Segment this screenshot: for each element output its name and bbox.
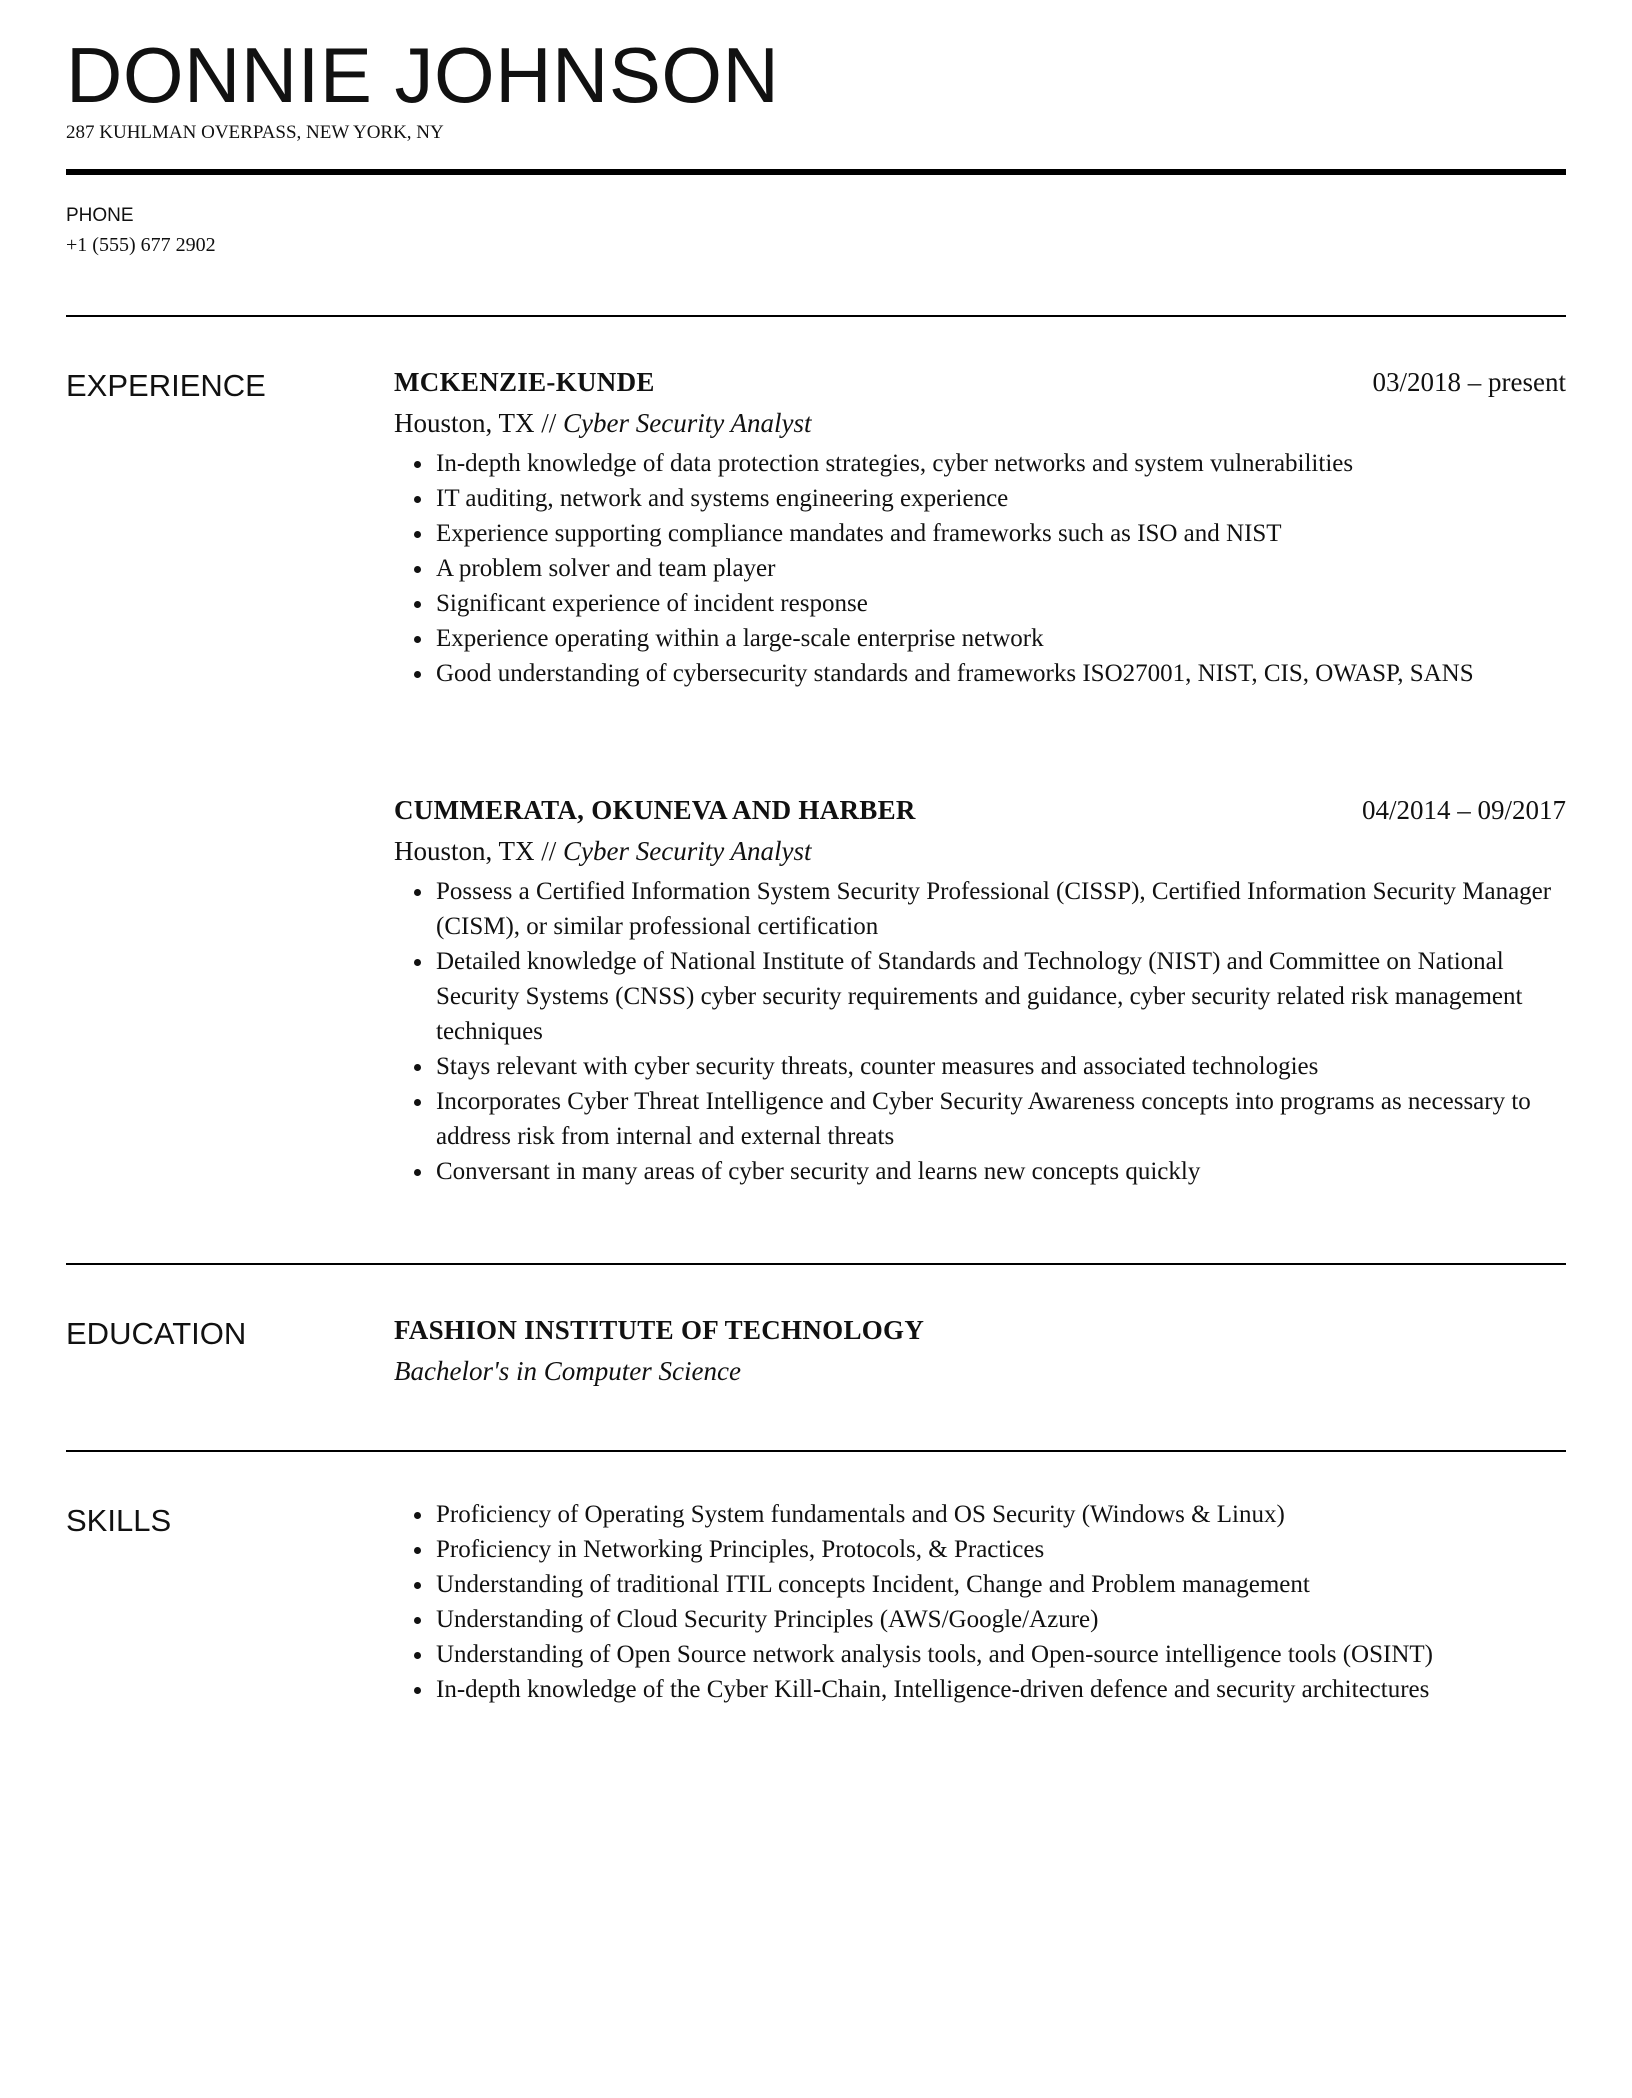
job-role: Cyber Security Analyst — [563, 836, 812, 866]
job-bullet: A problem solver and team player — [436, 551, 1566, 586]
job-dates: 04/2014 – 09/2017 — [1361, 795, 1566, 825]
section-divider — [66, 1263, 1566, 1265]
job-bullet: Incorporates Cyber Threat Intelligence and Cyber Security Awareness concepts into programs as necessary to address risk from internal and external threats — [436, 1084, 1566, 1154]
job-bullet: Conversant in many areas of cyber security and learns new concepts quickly — [436, 1154, 1566, 1189]
job-company: MCKENZIE-KUNDE — [394, 367, 655, 397]
experience-heading: EXPERIENCE — [66, 368, 266, 403]
job-separator: // — [541, 836, 557, 866]
job-bullet-list — [394, 446, 1566, 691]
job-bullet-list — [394, 874, 1566, 1189]
job-header — [394, 792, 1566, 832]
job-bullet: Significant experience of incident response — [436, 586, 1566, 621]
job-location: Houston, TX — [394, 836, 535, 866]
job-header — [394, 364, 1566, 404]
candidate-name: DONNIE JOHNSON — [66, 31, 780, 119]
education-header — [394, 1312, 1566, 1352]
skills-section — [394, 1497, 1566, 1707]
skills-list — [394, 1497, 1566, 1707]
header-divider — [66, 169, 1566, 175]
job-role: Cyber Security Analyst — [563, 408, 812, 438]
job-bullet: Possess a Certified Information System Security Professional (CISSP), Certified Information Security Manager (CISM), or similar professional certification — [436, 874, 1566, 944]
education-section — [394, 1312, 1566, 1390]
skill-item: Proficiency in Networking Principles, Protocols, & Practices — [436, 1532, 1566, 1567]
job-bullet: Experience supporting compliance mandates and frameworks such as ISO and NIST — [436, 516, 1566, 551]
skill-item: Understanding of traditional ITIL concepts Incident, Change and Problem management — [436, 1567, 1566, 1602]
job-bullet: Good understanding of cybersecurity standards and frameworks ISO27001, NIST, CIS, OWASP, SANS — [436, 656, 1566, 691]
job-bullet: Stays relevant with cyber security threats, counter measures and associated technologies — [436, 1049, 1566, 1084]
job-bullet: Detailed knowledge of National Institute of Standards and Technology (NIST) and Committee on National Security Systems (CNSS) cyber security requirements and guidance, cyber security related risk management techniques — [436, 944, 1566, 1049]
job-subtitle — [394, 404, 1566, 442]
job-subtitle — [394, 832, 1566, 870]
job-entry — [394, 364, 1566, 691]
job-company: CUMMERATA, OKUNEVA AND HARBER — [394, 795, 916, 825]
job-bullet: IT auditing, network and systems engineering experience — [436, 481, 1566, 516]
phone-label: PHONE — [66, 205, 134, 226]
job-bullet: Experience operating within a large-scale enterprise network — [436, 621, 1566, 656]
section-divider — [66, 1450, 1566, 1452]
education-heading: EDUCATION — [66, 1316, 247, 1351]
job-dates: 03/2018 – present — [1372, 367, 1566, 397]
job-bullet: In-depth knowledge of data protection strategies, cyber networks and system vulnerabilities — [436, 446, 1566, 481]
job-separator: // — [541, 408, 557, 438]
job-location: Houston, TX — [394, 408, 535, 438]
skills-heading: SKILLS — [66, 1503, 172, 1538]
candidate-address: 287 KUHLMAN OVERPASS, NEW YORK, NY — [66, 122, 444, 143]
skill-item: Understanding of Open Source network analysis tools, and Open-source intelligence tools (OSINT) — [436, 1637, 1566, 1672]
skill-item: Understanding of Cloud Security Principles (AWS/Google/Azure) — [436, 1602, 1566, 1637]
job-entry — [394, 792, 1566, 1189]
phone-value: +1 (555) 677 2902 — [66, 234, 216, 256]
skill-item: In-depth knowledge of the Cyber Kill-Chain, Intelligence-driven defence and security architectures — [436, 1672, 1566, 1707]
section-divider — [66, 315, 1566, 317]
education-school: FASHION INSTITUTE OF TECHNOLOGY — [394, 1315, 925, 1345]
education-degree: Bachelor's in Computer Science — [394, 1356, 741, 1386]
skill-item: Proficiency of Operating System fundamentals and OS Security (Windows & Linux) — [436, 1497, 1566, 1532]
